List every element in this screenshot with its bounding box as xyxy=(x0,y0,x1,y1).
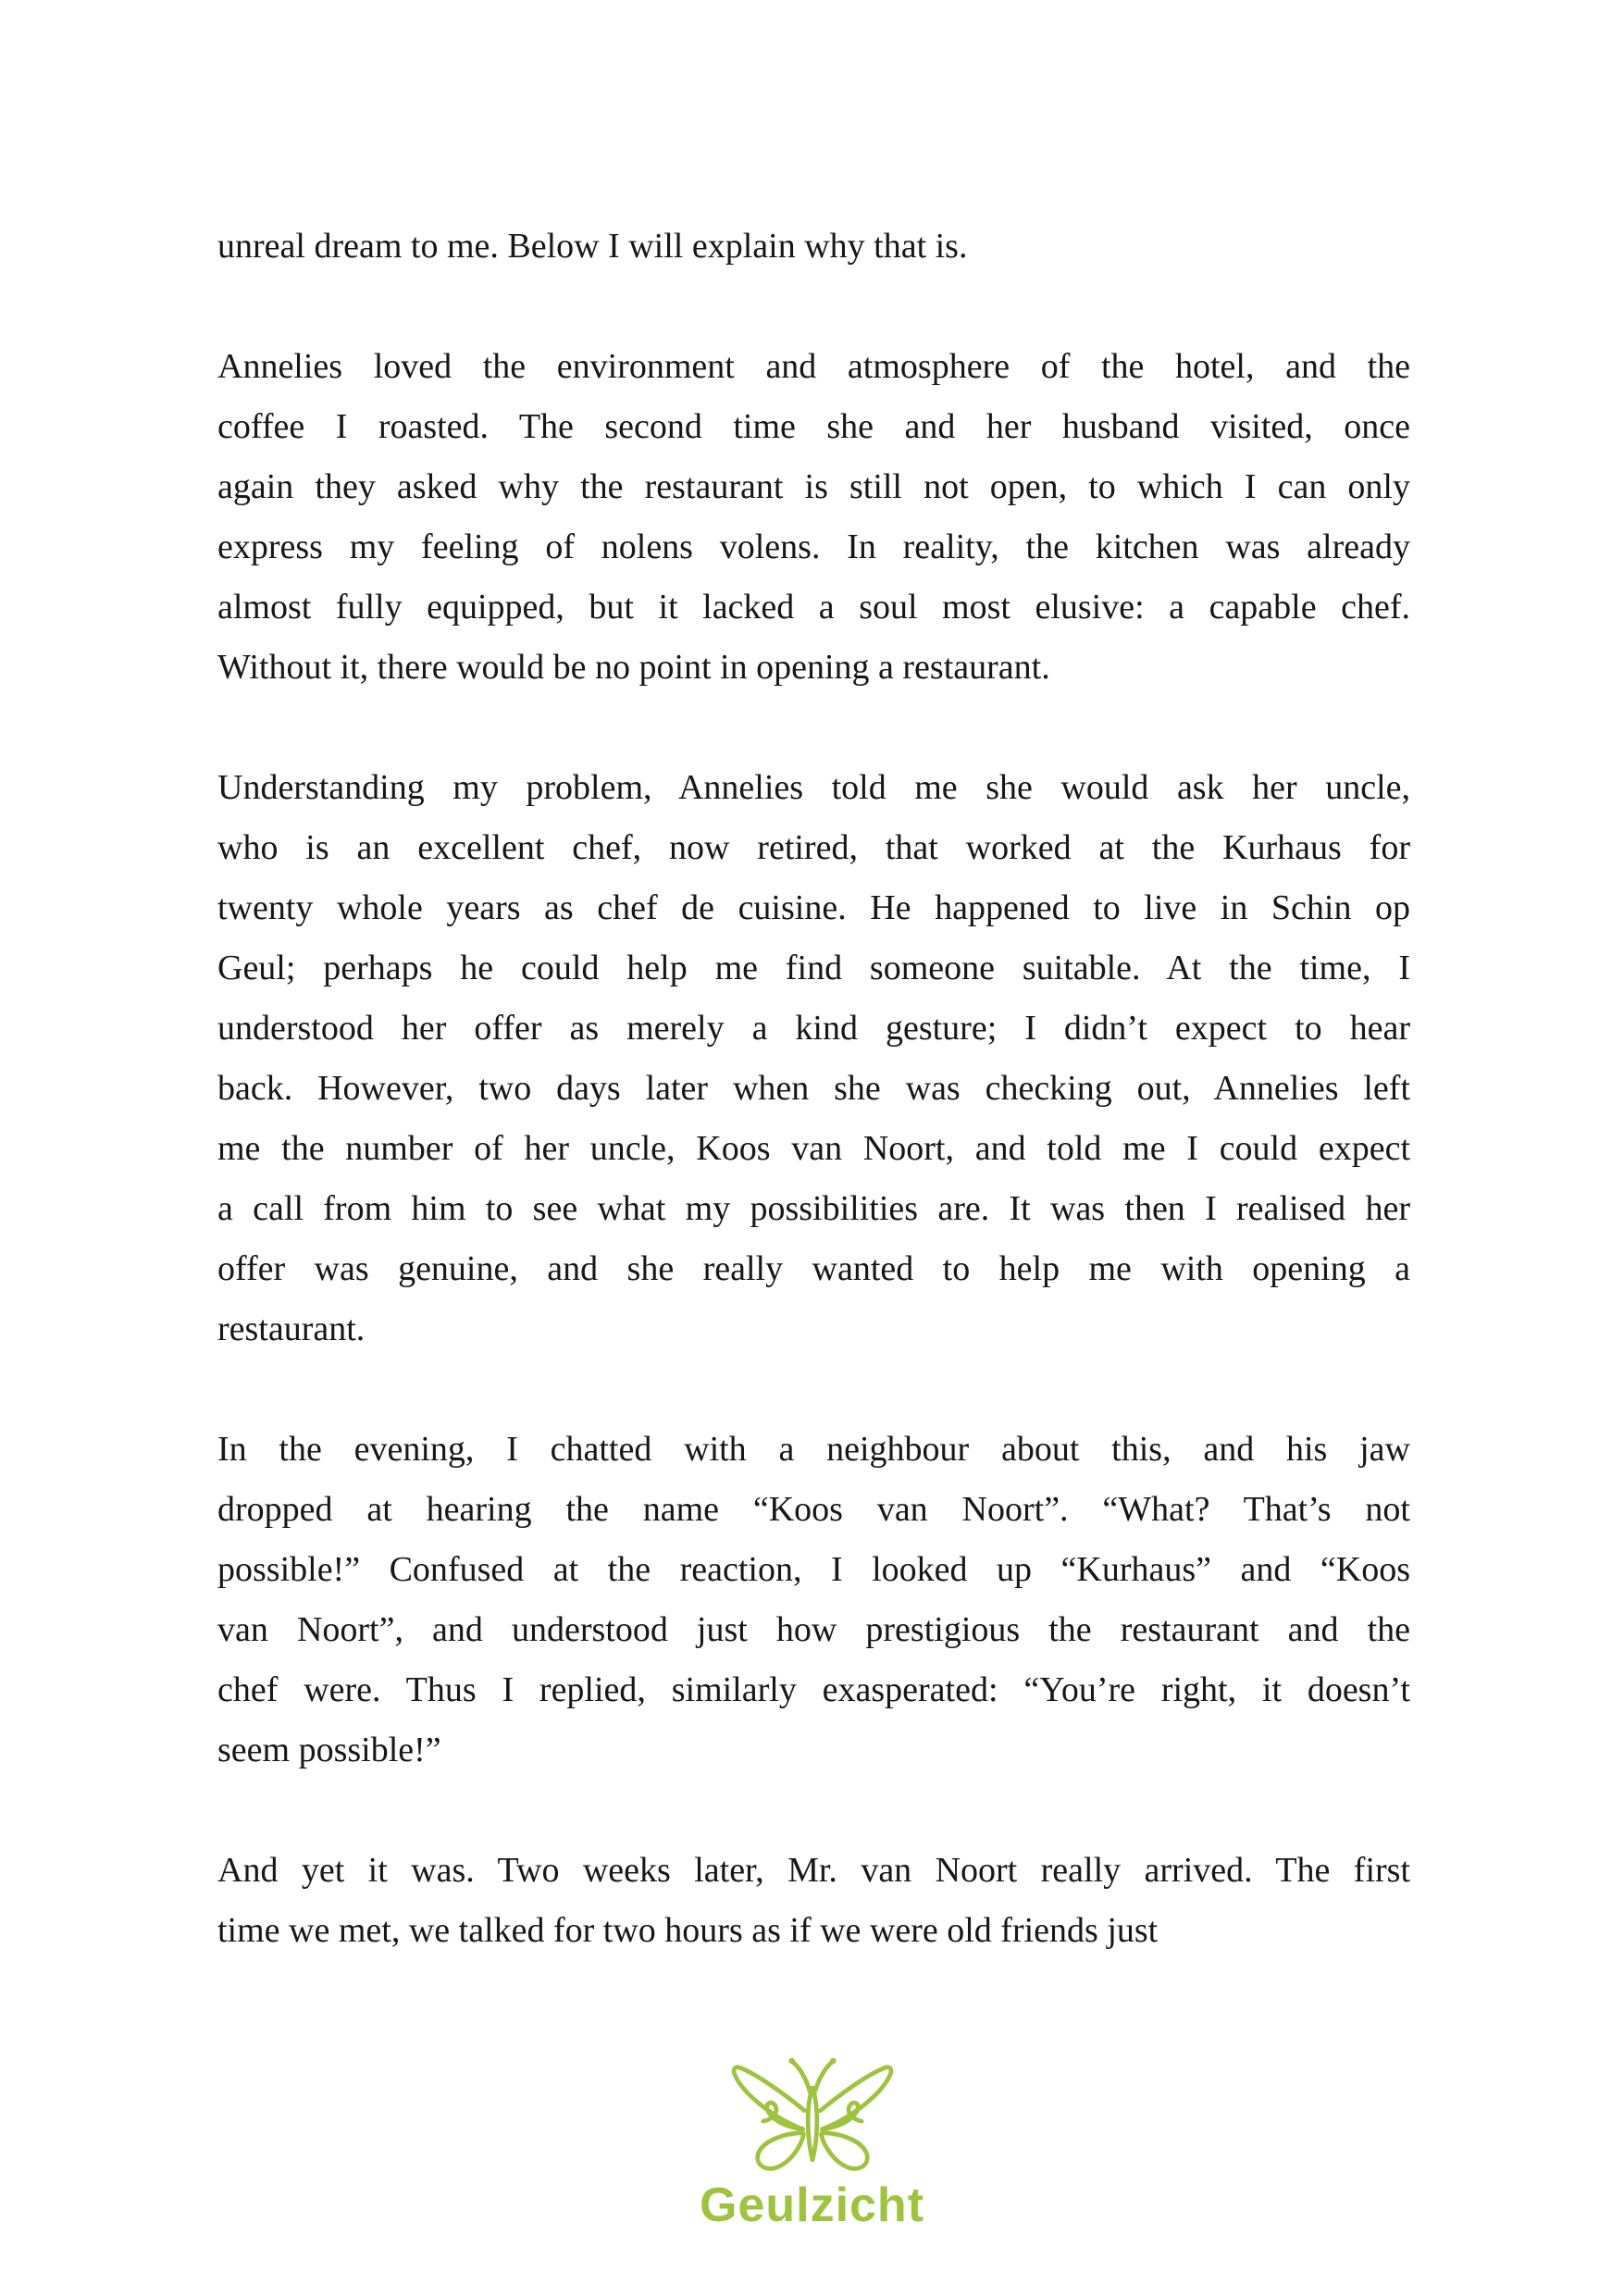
text-line: van Noort”, and understood just how prestigious the restaurant and the xyxy=(217,1610,1410,1649)
paragraph xyxy=(217,1841,1410,1961)
text-line: time we met, we talked for two hours as if we were old friends just xyxy=(217,1911,1159,1950)
text-line: restaurant. xyxy=(217,1309,366,1348)
text-line: dropped at hearing the name “Koos van Noort”. “What? That’s not xyxy=(217,1490,1410,1529)
text-line: Geul; perhaps he could help me find someone suitable. At the time, I xyxy=(217,949,1410,987)
paragraph xyxy=(217,758,1410,1359)
footer-logo xyxy=(0,2053,1624,2233)
text-line: seem possible!” xyxy=(217,1731,441,1769)
paragraph xyxy=(217,1420,1410,1781)
text-line: offer was genuine, and she really wanted to help me with opening a xyxy=(217,1249,1410,1288)
text-line: back. However, two days later when she was checking out, Annelies left xyxy=(217,1069,1410,1108)
text-line: And yet it was. Two weeks later, Mr. van Noort really arrived. The first xyxy=(217,1851,1410,1890)
text-line: Understanding my problem, Annelies told me she would ask her uncle, xyxy=(217,768,1410,807)
text-line: Annelies loved the environment and atmosphere of the hotel, and the xyxy=(217,347,1410,386)
text-line: who is an excellent chef, now retired, that worked at the Kurhaus for xyxy=(217,828,1410,867)
text-line: twenty whole years as chef de cuisine. He happened to live in Schin op xyxy=(217,888,1410,927)
text-line: almost fully equipped, but it lacked a soul most elusive: a capable chef. xyxy=(217,588,1410,627)
text-line: again they asked why the restaurant is still not open, to which I can only xyxy=(217,467,1410,506)
text-line: chef were. Thus I replied, similarly exasperated: “You’re right, it doesn’t xyxy=(217,1670,1410,1709)
document-text xyxy=(217,217,1410,1961)
logo-wordmark: Geulzicht xyxy=(699,2178,925,2232)
text-line: unreal dream to me. Below I will explain why that is. xyxy=(217,227,968,266)
paragraph xyxy=(217,337,1410,698)
text-line: In the evening, I chatted with a neighbour about this, and his jaw xyxy=(217,1430,1410,1469)
text-line: coffee I roasted. The second time she and her husband visited, once xyxy=(217,407,1410,446)
text-line: Without it, there would be no point in opening a restaurant. xyxy=(217,648,1050,687)
butterfly-icon xyxy=(725,2053,900,2176)
text-line: express my feeling of nolens volens. In reality, the kitchen was already xyxy=(217,527,1410,566)
text-line: understood her offer as merely a kind gesture; I didn’t expect to hear xyxy=(217,1009,1410,1048)
text-line: possible!” Confused at the reaction, I looked up “Kurhaus” and “Koos xyxy=(217,1550,1410,1589)
paragraph xyxy=(217,217,1410,277)
text-line: me the number of her uncle, Koos van Noort, and told me I could expect xyxy=(217,1129,1410,1168)
text-line: a call from him to see what my possibilities are. It was then I realised her xyxy=(217,1189,1410,1228)
